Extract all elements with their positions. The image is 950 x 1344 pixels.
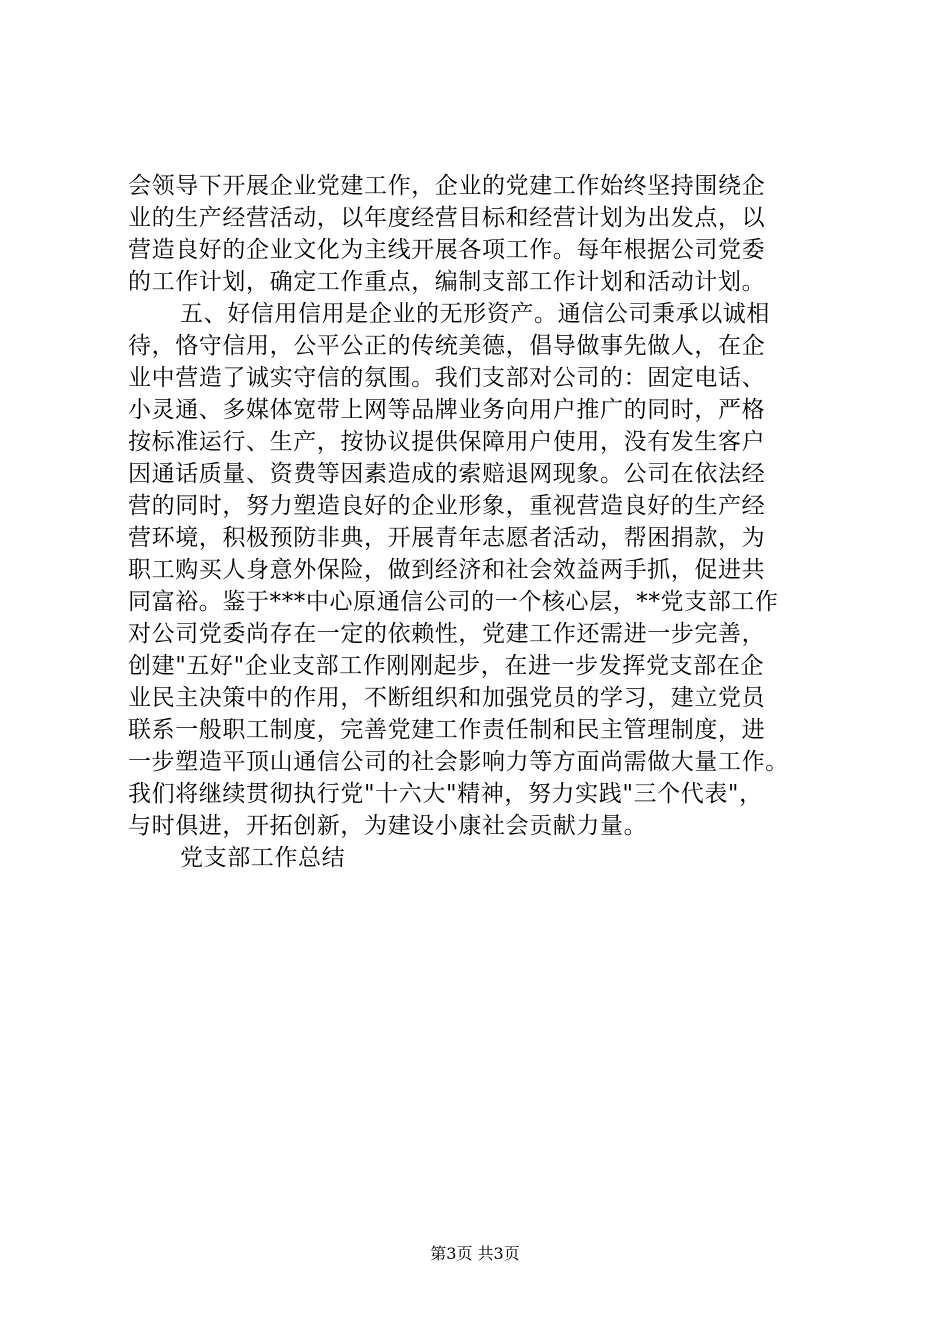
text-line: 会领导下开展企业党建工作，企业的党建工作始终坚持围绕企 [128,173,766,199]
text-line: 业的生产经营活动，以年度经营目标和经营计划为出发点，以 [128,205,766,231]
text-line: 对公司党委尚存在一定的依赖性，党建工作还需进一步完善， [128,621,766,647]
text-line: 联系一般职工制度，完善党建工作责任制和民主管理制度，进 [128,717,766,743]
body-text [128,170,828,874]
text-line: 的工作计划，确定工作重点，编制支部工作计划和活动计划。 [128,269,766,295]
text-line: 同富裕。鉴于***中心原通信公司的一个核心层，**党支部工作 [128,589,779,615]
text-line: 一步塑造平顶山通信公司的社会影响力等方面尚需做大量工作。 [128,749,789,775]
page-footer: 第3页 共3页 [430,1244,520,1263]
text-line: 与时俱进，开拓创新，为建设小康社会贡献力量。 [128,813,648,839]
text-line: 营环境，积极预防非典，开展青年志愿者活动，帮困捐款，为 [128,525,766,551]
text-line: 业中营造了诚实守信的氛围。我们支部对公司的：固定电话、 [128,365,766,391]
text-line: 小灵通、多媒体宽带上网等品牌业务向用户推广的同时，严格 [128,397,766,423]
text-line: 按标准运行、生产，按协议提供保障用户使用，没有发生客户 [128,429,766,455]
text-line: 创建"五好"企业支部工作刚刚起步，在进一步发挥党支部在企 [128,653,764,679]
text-line: 因通话质量、资费等因素造成的索赔退网现象。公司在依法经 [128,461,766,487]
text-line: 我们将继续贯彻执行党"十六大"精神，努力实践"三个代表"， [128,781,763,807]
paragraph-start-line: 五、好信用信用是企业的无形资产。通信公司秉承以诚相 [180,301,770,327]
section-title-line: 党支部工作总结 [180,845,346,871]
text-line: 待，恪守信用，公平公正的传统美德，倡导做事先做人，在企 [128,333,766,359]
text-line: 职工购买人身意外保险，做到经济和社会效益两手抓，促进共 [128,557,766,583]
text-line: 营造良好的企业文化为主线开展各项工作。每年根据公司党委 [128,237,766,263]
text-line: 营的同时，努力塑造良好的企业形象，重视营造良好的生产经 [128,493,766,519]
text-line: 业民主决策中的作用，不断组织和加强党员的学习，建立党员 [128,685,766,711]
